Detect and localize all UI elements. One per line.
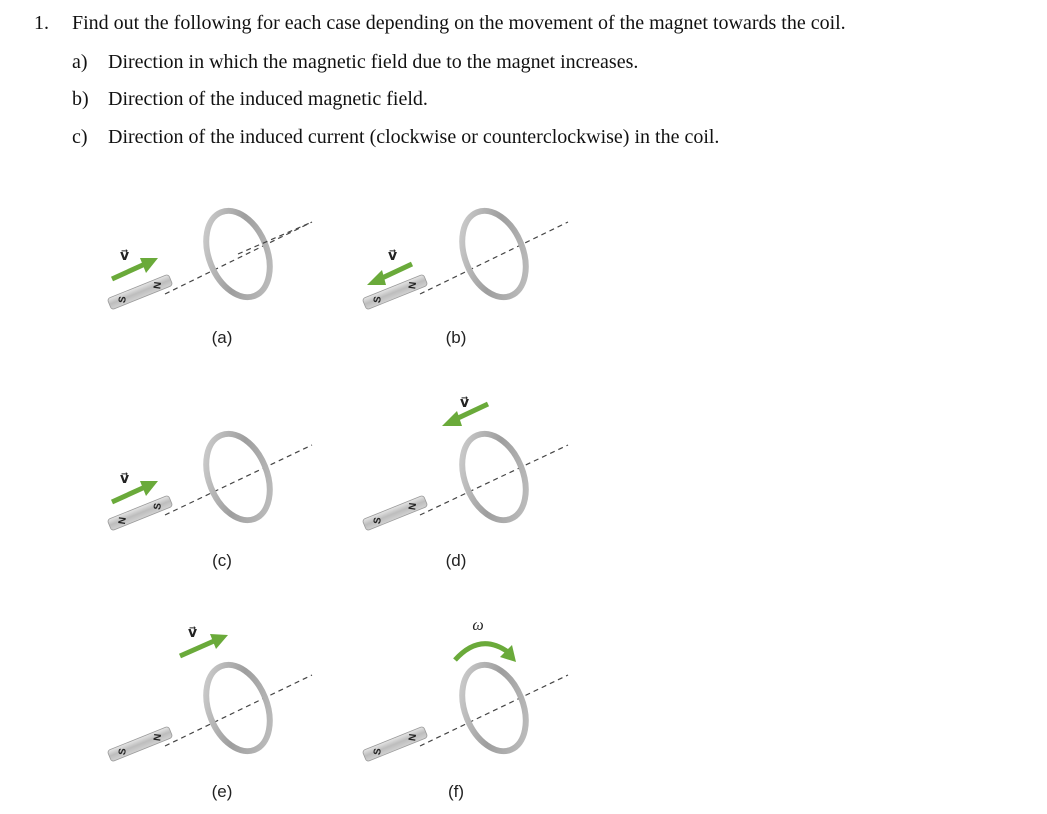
panel-label-f: (f) [447,782,465,801]
magnet-pole-left: S [372,295,384,304]
velocity-label: v⃗ [120,470,130,486]
bar-magnet [362,274,428,310]
omega-label: ω [472,617,484,634]
panel-label-a: (a) [211,328,233,347]
velocity-arrow [112,258,158,279]
magnet-pole-left: S [117,295,129,304]
magnet-pole-right: N [152,281,165,290]
coil [194,655,281,760]
rotation-arrow [455,644,516,662]
axis-line [165,222,312,294]
bar-magnet [362,495,428,531]
option-a-letter: a) [72,51,88,73]
velocity-label: v⃗ [120,247,130,263]
option-c-letter: c) [72,126,88,148]
coil [194,424,281,529]
panel-label-d: (d) [445,551,467,570]
magnet-pole-right: N [407,502,420,511]
velocity-label: v⃗ [388,247,398,263]
option-b-text: Direction of the induced magnetic field. [108,88,428,110]
velocity-label: v⃗ [188,624,198,640]
magnet-pole-left: S [117,747,129,756]
option-a-text: Direction in which the magnetic field due to the magnet increases. [108,51,639,73]
coil [450,655,537,760]
magnet-pole-right: N [152,733,165,742]
panel-label-b: (b) [445,328,467,347]
panel-d [362,394,568,570]
question-number: 1. [34,12,49,34]
bar-magnet [107,726,173,762]
magnet-pole-right: N [407,733,420,742]
magnet-pole-left: S [372,747,384,756]
coil [450,424,537,529]
velocity-label: v⃗ [460,394,470,410]
bar-magnet [362,726,428,762]
bar-magnet [107,274,173,310]
option-c-text: Direction of the induced current (clockwise or counterclockwise) in the coil. [108,126,720,148]
panel-label-e: (e) [211,782,233,801]
velocity-arrow [112,481,158,502]
magnet-pole-left: N [116,516,129,526]
question-text: Find out the following for each case depending on the movement of the magnet towards the coil. [72,12,846,34]
panel-label-c: (c) [212,551,232,570]
coil [450,201,537,306]
panel-f [362,617,568,801]
magnet-pole-right: N [407,281,420,290]
panel-a [107,201,312,347]
panel-b [362,201,568,347]
option-b-letter: b) [72,88,89,110]
magnet-pole-left: S [372,516,384,525]
magnet-pole-right: S [152,502,165,511]
panel-e [107,624,312,801]
panel-c [107,424,312,570]
